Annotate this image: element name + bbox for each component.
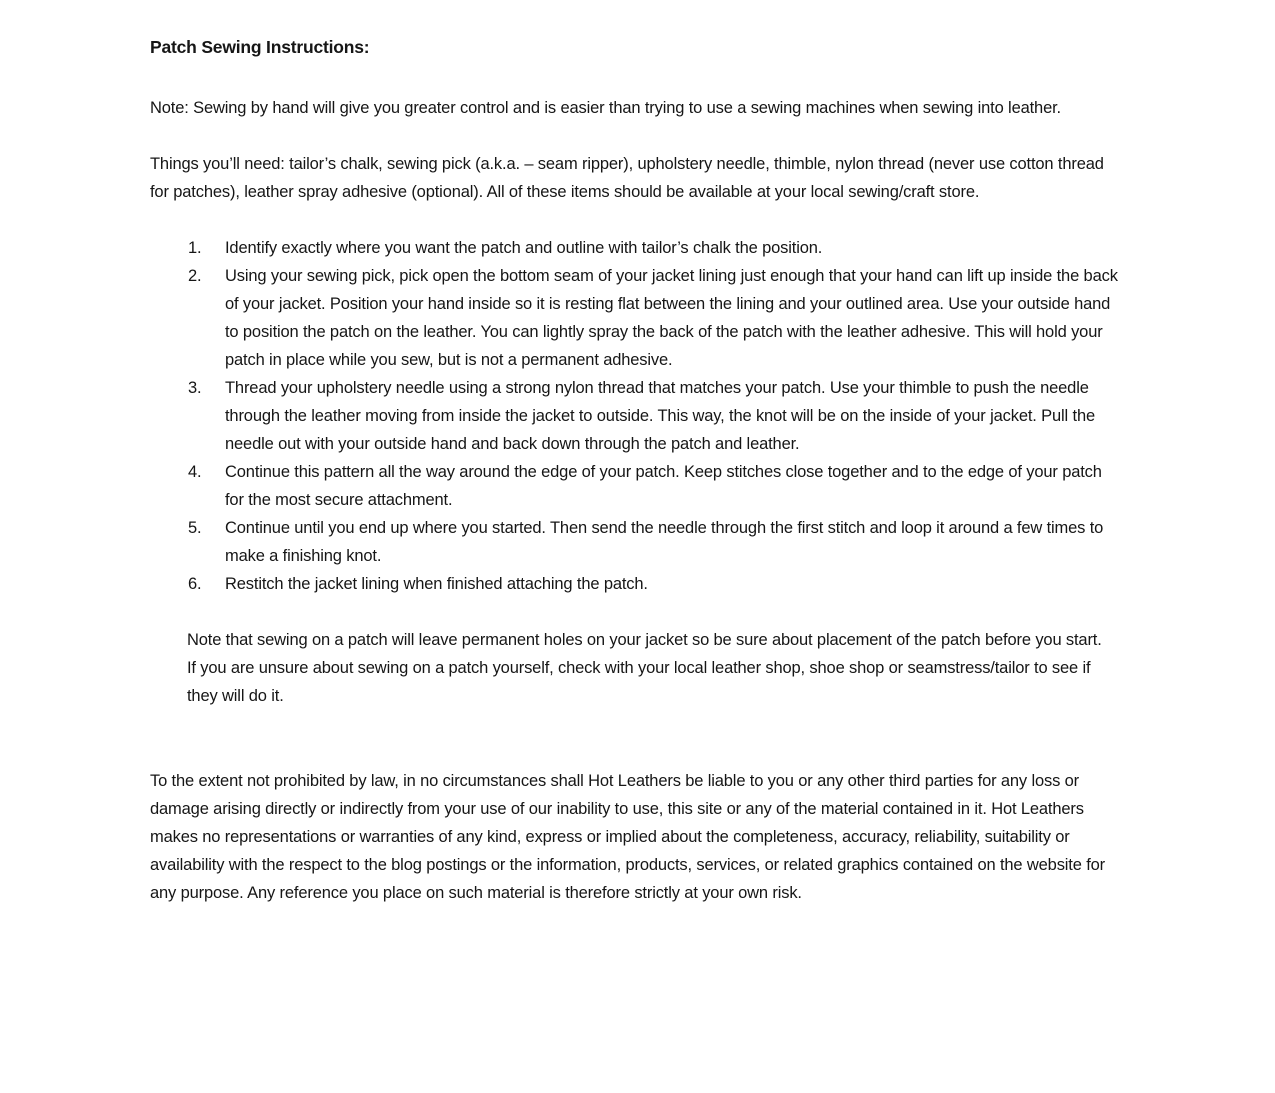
step-number: 5. [188,519,202,537]
list-item [150,374,1125,458]
step-number: 6. [188,575,202,593]
step-text: Continue until you end up where you started. Then send the needle through the first stitch and loop it around a few times to make a finishing knot. [225,519,1104,565]
list-item [150,514,1125,570]
legal-disclaimer-paragraph: To the extent not prohibited by law, in no circumstances shall Hot Leathers be liable to you or any other third parties for any loss or damage arising directly or indirectly from your use of our inability to use, this site or any of the material contained in it. Hot Leathers makes no representations or warranties of any kind, express or implied about the completeness, accuracy, reliability, suitability or availability with the respect to the blog postings or the information, products, services, or related graphics contained on the website for any purpose. Any reference you place on such material is therefore strictly at your own risk. [150,772,1106,902]
list-item [150,234,1125,262]
intro-note-paragraph: Note: Sewing by hand will give you greater control and is easier than trying to use a sewing machines when sewing into leather. [150,99,1061,117]
step-text: Identify exactly where you want the patch and outline with tailor’s chalk the position. [225,239,823,257]
placement-note-line: If you are unsure about sewing on a patch yourself, check with your local leather shop, shoe shop or seamstress/tailor to see if they will do it. [187,659,1091,705]
step-text: Restitch the jacket lining when finished attaching the patch. [225,575,648,593]
list-item [150,570,1125,598]
placement-note-line: Note that sewing on a patch will leave permanent holes on your jacket so be sure about placement of the patch before you start. [187,631,1102,649]
step-number: 2. [188,267,202,285]
step-number: 3. [188,379,202,397]
list-item [150,262,1125,374]
step-number: 4. [188,463,202,481]
page-title: Patch Sewing Instructions: [150,37,370,57]
numbered-steps-list [150,234,1125,598]
list-item [150,458,1125,514]
supplies-paragraph: Things you’ll need: tailor’s chalk, sewing pick (a.k.a. – seam ripper), upholstery needle, thimble, nylon thread (never use cotton thread for patches), leather spray adhesive (optional). All of these items should be available at your local sewing/craft store. [150,155,1104,201]
step-text: Thread your upholstery needle using a strong nylon thread that matches your patch. Use your thimble to push the needle through the leather moving from inside the jacket to outside. This way, the knot will be on the inside of your jacket. Pull the needle out with your outside hand and back down through the patch and leather. [225,379,1095,453]
step-number: 1. [188,239,202,257]
placement-note [187,626,1125,710]
step-text: Using your sewing pick, pick open the bottom seam of your jacket lining just enough that your hand can lift up inside the back of your jacket. Position your hand inside so it is resting flat between the lining and your outlined area. Use your outside hand to position the patch on the leather. You can lightly spray the back of the patch with the leather adhesive. This will hold your patch in place while you sew, but is not a permanent adhesive. [225,267,1118,369]
step-text: Continue this pattern all the way around the edge of your patch. Keep stitches close together and to the edge of your patch for the most secure attachment. [225,463,1102,509]
